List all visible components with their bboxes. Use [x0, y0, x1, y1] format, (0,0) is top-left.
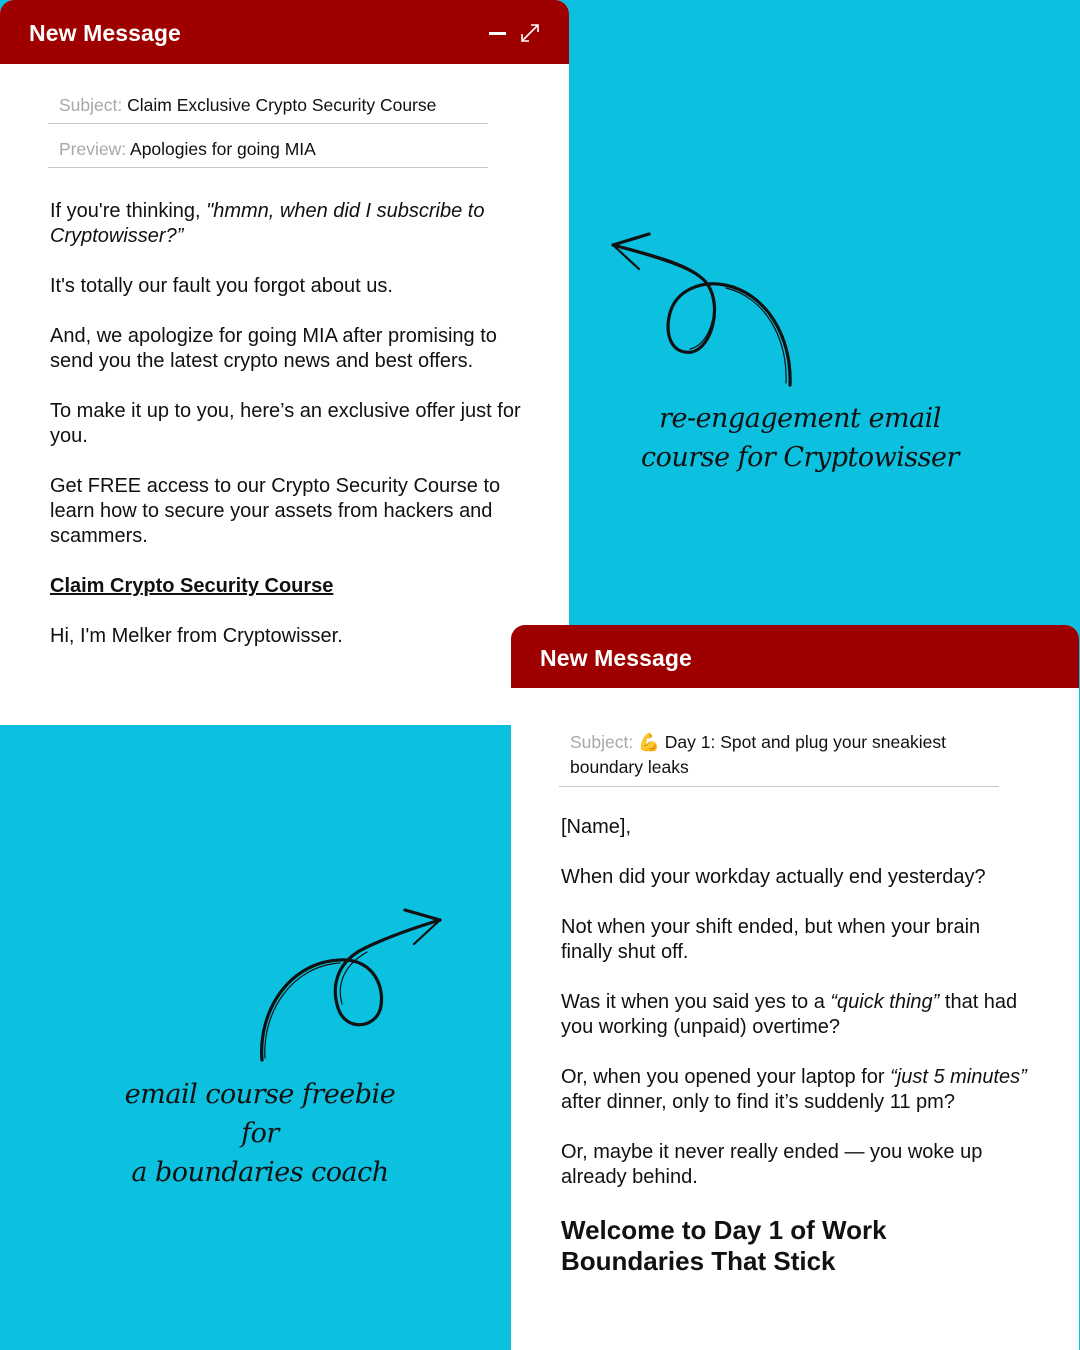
window-header	[511, 625, 1079, 688]
body-paragraph	[50, 199, 528, 249]
annotation-line: a boundaries coach	[131, 1157, 389, 1188]
body-paragraph: Hi, I'm Melker from Cryptowisser.	[50, 625, 343, 647]
cta-paragraph	[50, 574, 528, 599]
minimize-icon[interactable]	[489, 22, 507, 44]
body-text-span: Or, when you opened your laptop for	[561, 1066, 891, 1088]
preview-value: Apologies for going MIA	[130, 139, 316, 159]
window-controls	[489, 22, 541, 44]
subject-label: Subject:	[59, 95, 123, 115]
body-text-span: that had you working (unpaid) overtime?	[561, 991, 1018, 1038]
body-paragraph: And, we apologize for going MIA after promising to send you the latest crypto news and best offers.	[50, 325, 497, 372]
body-paragraph: Or, maybe it never really ended — you woke up already behind.	[561, 1141, 983, 1188]
body-italic-quote: “just 5 minutes”	[890, 1066, 1027, 1088]
window-title: New Message	[29, 20, 181, 46]
preview-field[interactable]	[48, 137, 488, 168]
annotation-line: course for Cryptowisser	[641, 442, 959, 473]
body-paragraph	[561, 990, 1036, 1040]
body-text-span: after dinner, only to find it’s suddenly 11 pm?	[561, 1091, 955, 1113]
curly-arrow-icon	[250, 900, 450, 1070]
expand-icon[interactable]	[519, 22, 541, 44]
welcome-heading: Welcome to Day 1 of Work Boundaries That Stick	[561, 1215, 887, 1276]
preview-label: Preview:	[59, 139, 127, 159]
body-paragraph: Get FREE access to our Crypto Security Course to learn how to secure your assets from hackers and scammers.	[50, 475, 501, 547]
email-body[interactable]	[561, 815, 1036, 1277]
body-italic-quote: "hmmn, when did I subscribe to Cryptowisser?”	[50, 200, 485, 247]
annotation-reengagement	[640, 399, 960, 477]
email-compose-window-crypto	[0, 0, 569, 725]
body-paragraph: It's totally our fault you forgot about us.	[50, 275, 393, 297]
window-title: New Message	[540, 645, 692, 671]
annotation-line: re-engagement email	[659, 403, 941, 434]
greeting: [Name],	[561, 816, 632, 838]
body-paragraph: To make it up to you, here’s an exclusive offer just for you.	[50, 400, 521, 447]
body-text-span: Was it when you said yes to a	[561, 991, 831, 1013]
body-text-span: If you're thinking,	[50, 200, 207, 222]
claim-course-link[interactable]: Claim Crypto Security Course	[50, 575, 334, 597]
body-paragraph: Not when your shift ended, but when your brain finally shut off.	[561, 916, 981, 963]
subject-label: Subject:	[570, 732, 634, 752]
subject-value: Claim Exclusive Crypto Security Course	[127, 95, 437, 115]
annotation-boundaries-coach	[105, 1075, 415, 1192]
curly-arrow-icon	[600, 225, 810, 395]
flexed-biceps-icon: 💪	[638, 732, 660, 752]
body-paragraph	[561, 1065, 1036, 1115]
subject-field[interactable]	[48, 93, 488, 124]
subject-value: Day 1: Spot and plug your sneakiest boundary leaks	[570, 732, 946, 777]
subject-field[interactable]	[559, 730, 999, 787]
email-compose-window-boundaries	[511, 625, 1079, 1350]
email-body[interactable]	[50, 199, 528, 674]
annotation-line: email course freebie for	[124, 1079, 396, 1149]
window-header	[0, 0, 569, 64]
body-paragraph: When did your workday actually end yesterday?	[561, 866, 986, 888]
body-italic-quote: “quick thing”	[830, 991, 940, 1013]
